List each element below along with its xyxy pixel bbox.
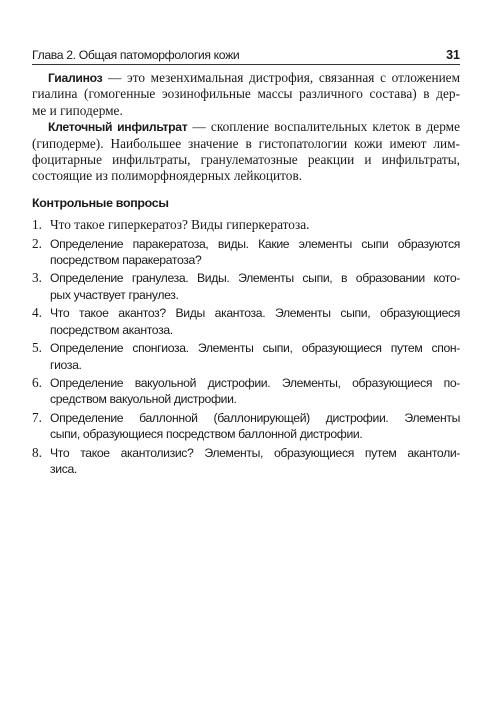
text-line: Определение гранулеза. Виды. Элементы сыпи, в образовании кото- — [50, 271, 460, 286]
text-line — [32, 119, 460, 135]
question-text — [50, 375, 460, 408]
question-number: 3. — [32, 270, 42, 286]
question-number: 7. — [32, 409, 42, 425]
header-rule — [32, 64, 460, 65]
question-item — [32, 410, 460, 443]
definition-text: — это мезенхимальная дистрофия, связанная с отложением — [102, 70, 460, 85]
text-line: Определение вакуольной дистрофии. Элементы, образующиеся по- — [50, 375, 460, 390]
text-line: (гиподерме). Наибольшее значение в гистопатологии кожи имеют лим- — [32, 135, 460, 151]
text-line: средством вакуольной дистрофии. — [50, 392, 237, 407]
question-list — [32, 217, 460, 477]
text-line: посредством паракератоза? — [50, 253, 202, 268]
text-line: сыпи, образующиеся посредством баллонной дистрофии. — [50, 427, 363, 442]
question-text — [50, 410, 460, 443]
text-line — [32, 70, 460, 86]
text-line: ме и гиподерме. — [32, 102, 123, 118]
question-text — [50, 305, 460, 338]
question-number: 4. — [32, 305, 42, 321]
question-item — [32, 375, 460, 408]
page-number: 31 — [446, 48, 460, 62]
question-item — [32, 217, 460, 233]
definition-term: Гиалиноз — [48, 71, 103, 85]
question-item — [32, 236, 460, 269]
definition-hyalinosis — [32, 70, 460, 119]
question-number: 8. — [32, 444, 42, 460]
question-text — [50, 236, 460, 269]
definition-term: Клеточный инфильтрат — [48, 120, 188, 135]
question-number: 2. — [32, 235, 42, 251]
question-text — [50, 217, 460, 233]
question-number: 5. — [32, 340, 42, 356]
page-body — [32, 70, 460, 479]
text-line: фоцитарные инфильтраты, гранулематозные реакции и инфильтраты, — [32, 152, 460, 168]
text-line: Что такое акантоз? Виды акантоза. Элементы сыпи, образующиеся — [50, 306, 460, 321]
question-item — [32, 340, 460, 373]
text-line: состоящие из полиморфноядерных лейкоцитов. — [32, 168, 303, 184]
question-text — [50, 340, 460, 373]
question-number: 1. — [32, 217, 42, 233]
text-line: зиса. — [50, 461, 77, 476]
chapter-title: Глава 2. Общая патоморфология кожи — [32, 48, 240, 62]
question-item — [32, 445, 460, 478]
question-number: 6. — [32, 374, 42, 390]
text-line: гиоза. — [50, 357, 82, 372]
question-item — [32, 305, 460, 338]
definition-cell-infiltrate — [32, 119, 460, 185]
text-line: гиалина (гомогенные эозинофильные массы различного состава) в дер- — [32, 86, 460, 102]
question-text — [50, 270, 460, 303]
text-line: Определение спонгиоза. Элементы сыпи, образующиеся путем спон- — [50, 341, 460, 356]
text-line: Определение паракератоза, виды. Какие элементы сыпи образуются — [50, 236, 460, 251]
question-text — [50, 445, 460, 478]
running-header — [32, 46, 460, 62]
question-item — [32, 270, 460, 303]
definition-text: — скопление воспалительных клеток в дерме — [187, 119, 460, 135]
text-line: рых участвует гранулез. — [50, 287, 179, 302]
section-heading: Контрольные вопросы — [32, 195, 169, 210]
text-line: Что такое гиперкератоз? Виды гиперкератоза. — [50, 217, 310, 233]
text-line: посредством акантоза. — [50, 322, 173, 337]
text-line: Определение баллонной (баллонирующей) дистрофии. Элементы — [50, 410, 460, 425]
text-line: Что такое акантолизис? Элементы, образующиеся путем акантоли- — [50, 445, 460, 460]
